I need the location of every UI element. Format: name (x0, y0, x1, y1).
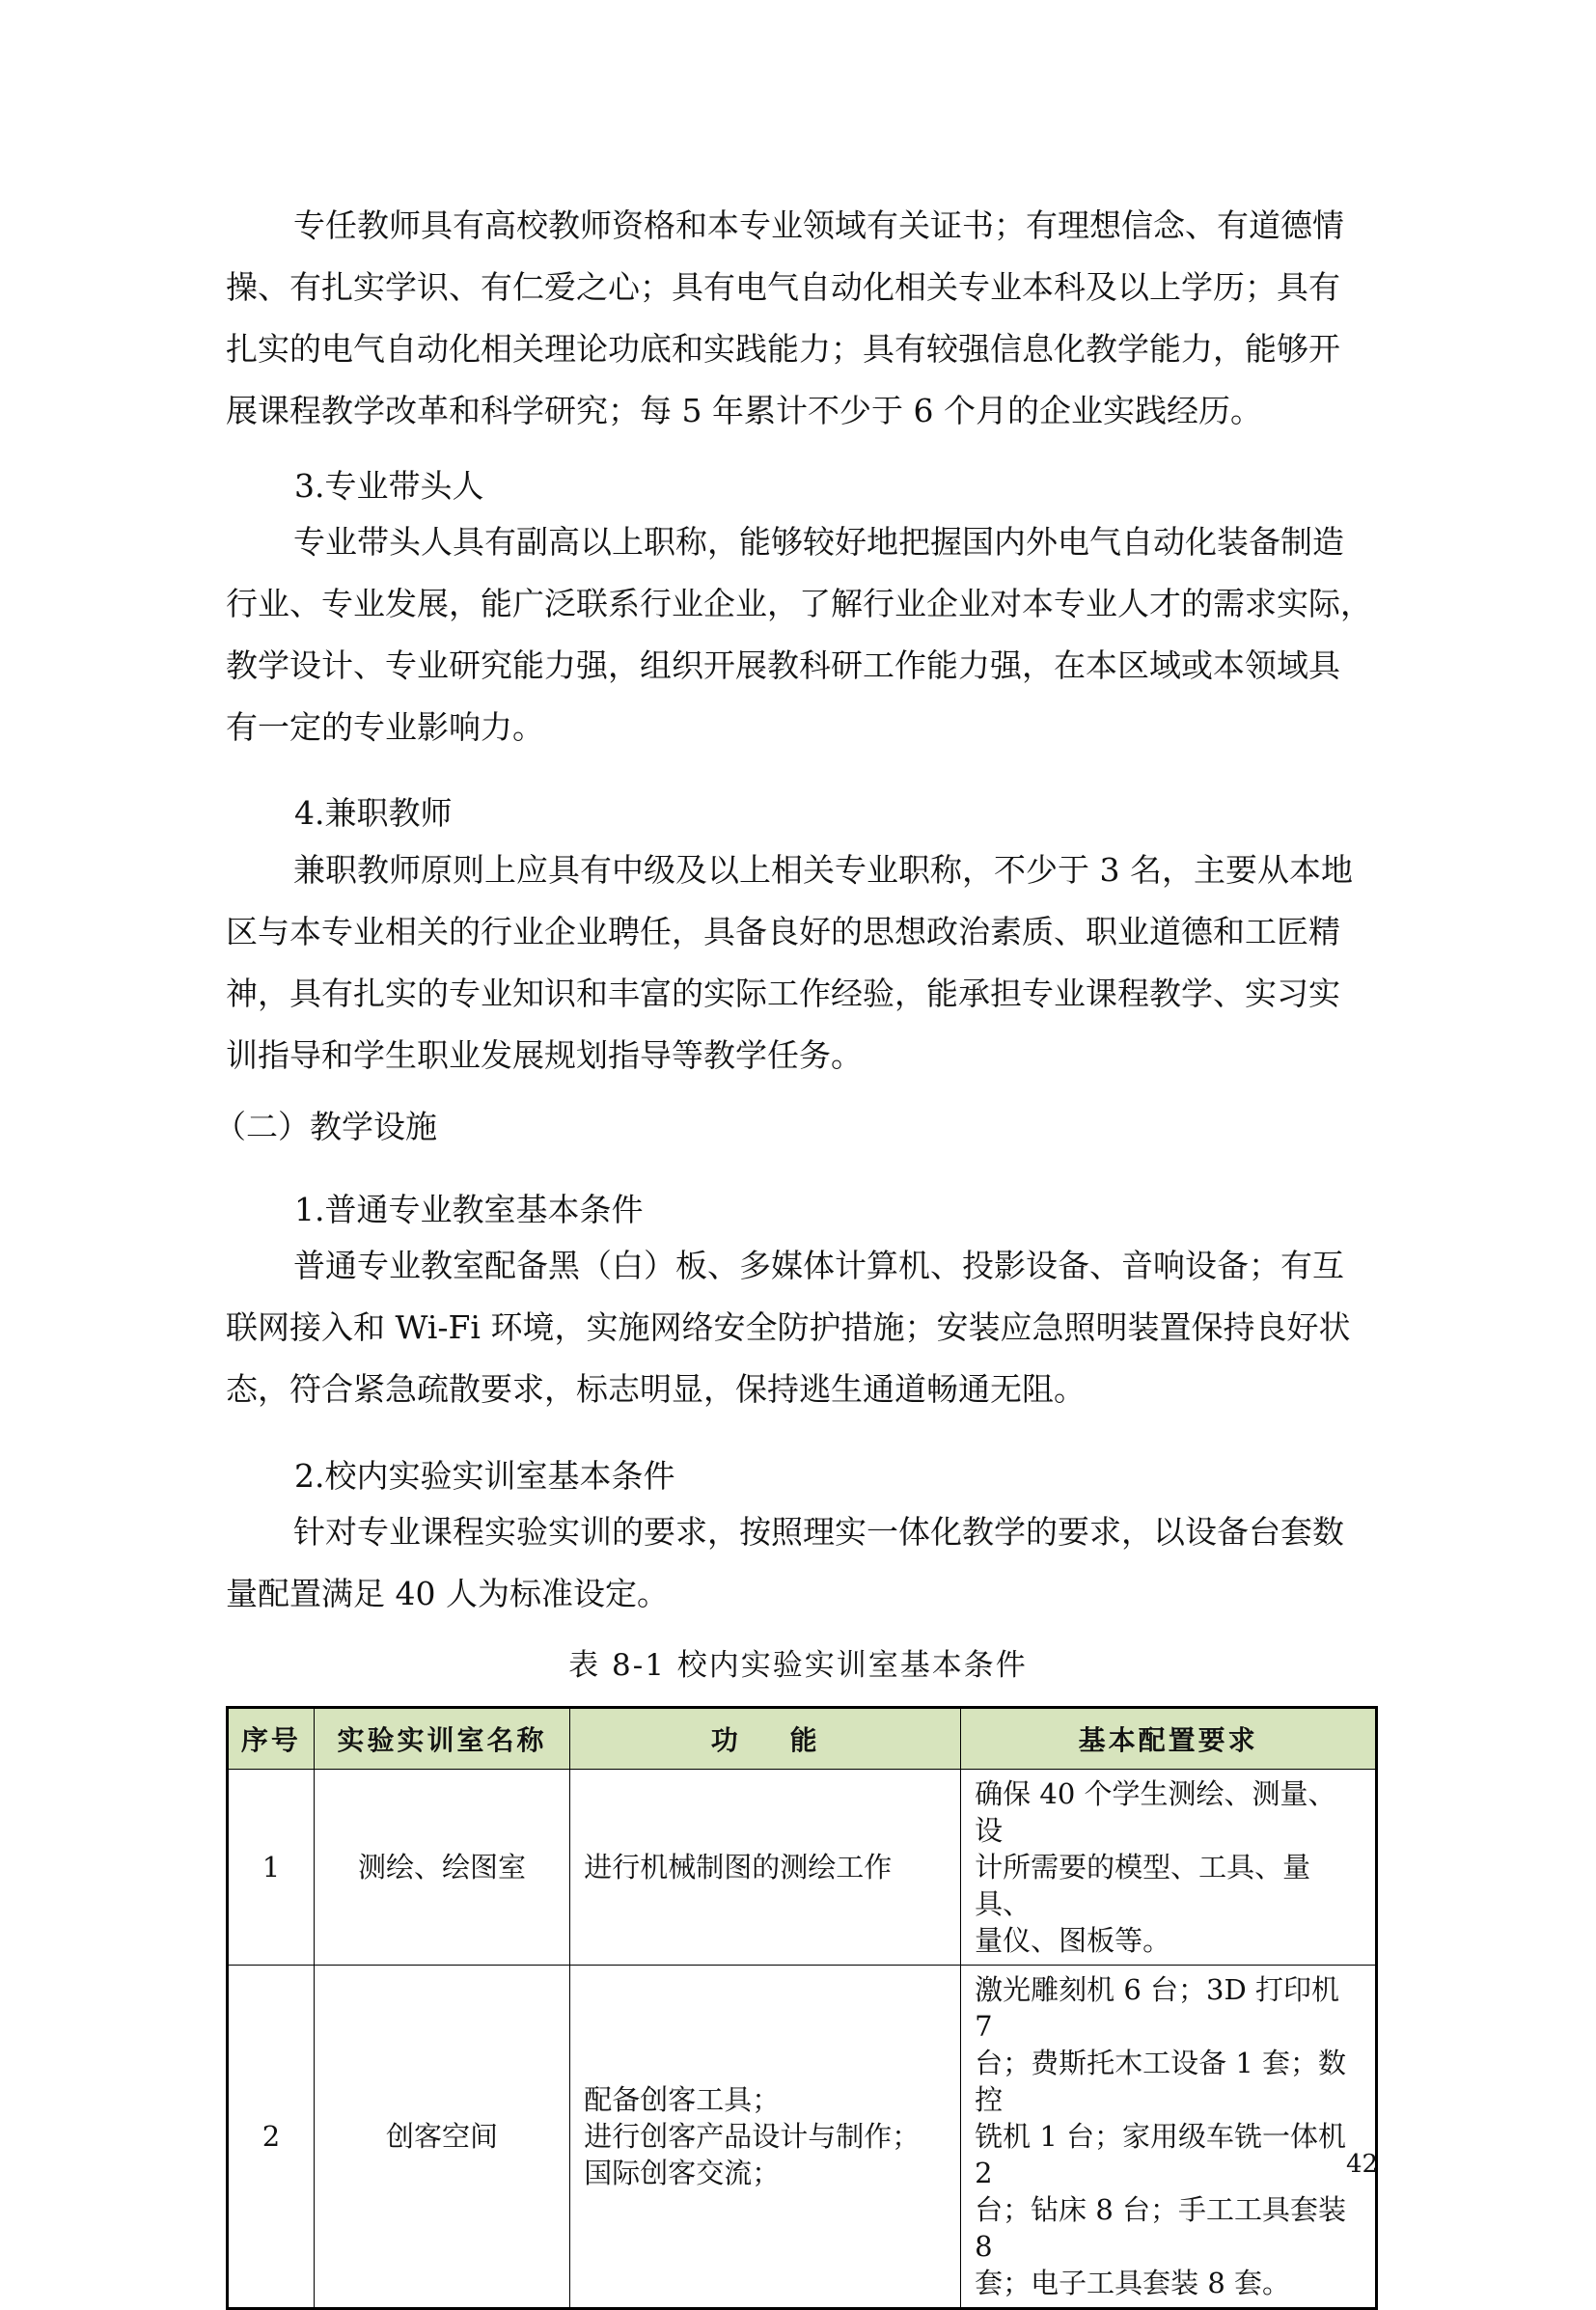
text-line: 有一定的专业影响力。 (226, 708, 544, 746)
text-line: 区与本专业相关的行业企业聘任，具备良好的思想政治素质、职业道德和工匠精 (226, 913, 1340, 950)
text-line: 专业带头人具有副高以上职称，能够较好地把握国内外电气自动化装备制造 (293, 523, 1344, 561)
text-line: 量配置满足 40 人为标准设定。 (226, 1575, 669, 1612)
cell-text-line: 进行机械制图的测绘工作 (584, 1851, 893, 1884)
lab-conditions-table (226, 1706, 1378, 2310)
column-header-configuration: 基本配置要求 (961, 1708, 1377, 1770)
paragraph-lab-conditions (226, 1501, 1370, 1625)
cell-text-line: 确保 40 个学生测绘、测量、设 (975, 1777, 1336, 1847)
section-heading-teaching-facilities: （二）教学设施 (214, 1108, 437, 1145)
heading-subject-leader: 3.专业带头人 (294, 467, 484, 505)
heading-classroom-conditions: 1.普通专业教室基本条件 (294, 1191, 644, 1228)
paragraph-subject-leader (226, 511, 1370, 758)
text-line: 神，具有扎实的专业知识和丰富的实际工作经验，能承担专业课程教学、实习实 (226, 975, 1340, 1012)
cell-configuration (961, 1770, 1377, 1966)
page-number: 42 (1346, 2150, 1379, 2179)
text-line: 联网接入和 Wi-Fi 环境，实施网络安全防护措施；安装应急照明装置保持良好状 (226, 1308, 1351, 1346)
heading-lab-conditions: 2.校内实验实训室基本条件 (294, 1457, 675, 1495)
table-row (228, 1966, 1377, 2309)
table-caption: 表 8-1 校内实验实训室基本条件 (568, 1648, 1028, 1683)
cell-lab-name: 创客空间 (314, 1966, 569, 2309)
cell-text-line: 铣机 1 台；家用级车铣一体机 2 (975, 2120, 1347, 2189)
paragraph-part-time-teachers (226, 839, 1370, 1086)
cell-function (570, 1966, 961, 2309)
cell-number: 2 (228, 1966, 315, 2309)
cell-text-line: 套；电子工具套装 8 套。 (975, 2267, 1291, 2299)
cell-text-line: 国际创客交流； (584, 2157, 781, 2189)
text-line: 行业、专业发展，能广泛联系行业企业，了解行业企业对本专业人才的需求实际， (226, 585, 1372, 622)
text-line: 操、有扎实学识、有仁爱之心；具有电气自动化相关专业本科及以上学历；具有 (226, 268, 1340, 306)
text-line: 展课程教学改革和科学研究；每 5 年累计不少于 6 个月的企业实践经历。 (226, 392, 1262, 429)
paragraph-classroom-conditions (226, 1235, 1370, 1420)
text-line: 教学设计、专业研究能力强，组织开展教科研工作能力强，在本区域或本领域具 (226, 646, 1340, 684)
cell-text-line: 激光雕刻机 6 台；3D 打印机 7 (975, 1973, 1339, 2043)
cell-text-line: 配备创客工具； (584, 2083, 781, 2116)
table-header-row (228, 1708, 1377, 1770)
cell-text-line: 量仪、图板等。 (975, 1924, 1171, 1957)
text-line: 普通专业教室配备黑（白）板、多媒体计算机、投影设备、音响设备；有互 (293, 1247, 1344, 1284)
cell-number: 1 (228, 1770, 315, 1966)
cell-text-line: 计所需要的模型、工具、量具、 (975, 1851, 1311, 1920)
cell-text-line: 进行创客产品设计与制作； (584, 2120, 921, 2153)
column-header-function: 功 能 (570, 1708, 961, 1770)
cell-text-line: 台；费斯托木工设备 1 套；数控 (975, 2047, 1347, 2116)
cell-configuration (961, 1966, 1377, 2309)
text-line: 态，符合紧急疏散要求，标志明显，保持逃生通道畅通无阻。 (226, 1370, 1086, 1408)
cell-lab-name: 测绘、绘图室 (314, 1770, 569, 1966)
column-header-lab-name: 实验实训室名称 (314, 1708, 569, 1770)
paragraph-full-time-teachers (226, 195, 1370, 442)
column-header-number: 序号 (228, 1708, 315, 1770)
cell-function (570, 1770, 961, 1966)
text-line: 训指导和学生职业发展规划指导等教学任务。 (226, 1036, 863, 1074)
heading-part-time-teachers: 4.兼职教师 (294, 794, 453, 832)
cell-text-line: 台；钻床 8 台；手工工具套装 8 (975, 2193, 1347, 2263)
text-line: 兼职教师原则上应具有中级及以上相关专业职称，不少于 3 名，主要从本地 (293, 851, 1353, 889)
text-line: 扎实的电气自动化相关理论功底和实践能力；具有较强信息化教学能力，能够开 (226, 330, 1340, 368)
text-line: 专任教师具有高校教师资格和本专业领域有关证书；有理想信念、有道德情 (293, 206, 1344, 244)
table-row (228, 1770, 1377, 1966)
text-line: 针对专业课程实验实训的要求，按照理实一体化教学的要求，以设备台套数 (293, 1513, 1344, 1551)
